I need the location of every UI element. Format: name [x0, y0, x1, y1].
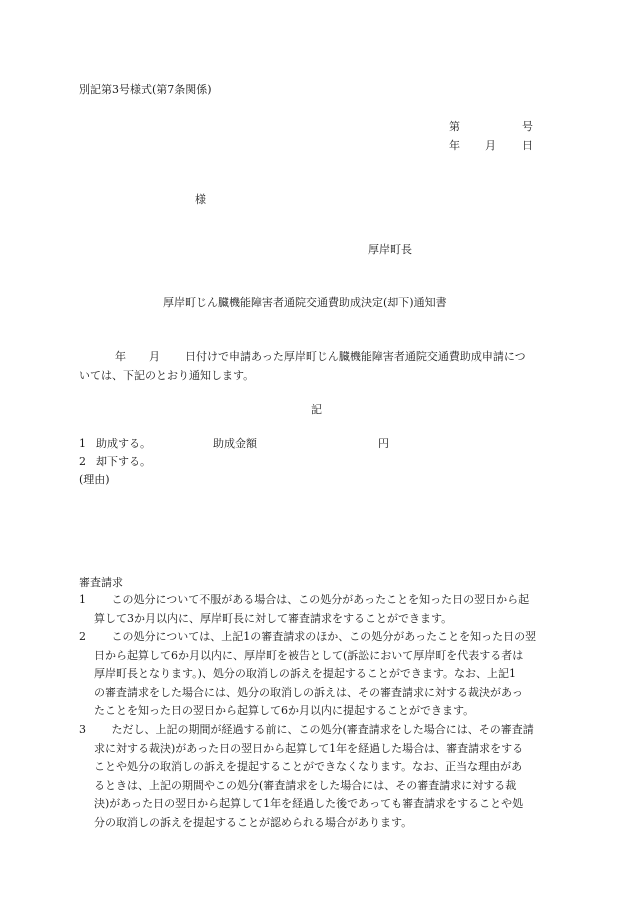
addressee-suffix: 様 [195, 193, 206, 206]
appeal-item-line: ことや処分の取消しの訴えを提起することができなくなります。なお、正当な理由があ [94, 760, 523, 774]
item1-text: 助成する。 [96, 437, 151, 450]
appeal-item-line: 求に対する裁決)があった日の翌日から起算して1年を経過した場合は、審査請求をする [94, 741, 524, 755]
date-month: 月 [485, 139, 496, 152]
appeal-item-number: 2 [79, 630, 86, 643]
intro-line-1: 日付けで申請あった厚岸町じん臓機能障害者通院交通費助成申請につ [185, 350, 526, 363]
item1-number: 1 [79, 437, 86, 450]
amount-unit: 円 [378, 437, 389, 450]
appeal-item-first-line: ただし、上記の期間が経過する前に、この処分(審査請求をした場合には、その審査請 [111, 723, 534, 736]
date-day: 日 [522, 139, 533, 152]
appeal-item-number: 1 [79, 593, 86, 606]
appeal-item-first-line: この処分について不服がある場合は、この処分があったことを知った日の翌日から起 [111, 593, 530, 606]
appeal-item-line: 分の取消しの訴えを提起することが認められる場合があります。 [94, 815, 413, 829]
appeal-heading: 審査請求 [79, 576, 123, 589]
appeal-item-line: 日から起算して6か月以内に、厚岸町を被告として(訴訟において厚岸町を代表する者は [94, 648, 524, 662]
item2-number: 2 [79, 455, 86, 468]
number-suffix: 号 [522, 120, 533, 133]
date-year: 年 [449, 139, 460, 152]
issuer: 厚岸町長 [368, 243, 412, 256]
item2-text: 却下する。 [96, 455, 151, 468]
appeal-item-3 [79, 721, 549, 833]
appeal-item-line: たことを知った日の翌日から起算して6か月以内に提起することができます。 [94, 704, 475, 718]
intro-line-2: いては、下記のとおり通知します。 [79, 369, 255, 382]
intro-year: 年 [115, 350, 126, 363]
appeal-item-number: 3 [79, 723, 86, 736]
appeal-item-line: 厚岸町長となります。)、処分の取消しの訴えを提起することができます。なお、上記1 [94, 667, 517, 681]
form-label: 別記第3号様式(第7条関係) [79, 83, 212, 96]
reason-label: (理由) [79, 473, 110, 486]
appeal-item-line: 算して3か月以内に、厚岸町長に対して審査請求をすることができます。 [94, 611, 453, 625]
number-prefix: 第 [449, 120, 460, 133]
intro-month: 月 [149, 350, 160, 363]
ki-heading: 記 [311, 403, 322, 416]
appeal-item-1 [79, 591, 549, 628]
document-title: 厚岸町じん臓機能障害者通院交通費助成決定(却下)通知書 [163, 296, 447, 309]
appeal-item-2 [79, 628, 549, 721]
appeal-item-line: の審査請求をした場合には、処分の取消しの訴えは、その審査請求に対する裁決があっ [94, 685, 523, 699]
appeal-item-line: るときは、上記の期間やこの処分(審査請求をした場合には、その審査請求に対する裁 [94, 778, 517, 792]
amount-label: 助成金額 [213, 437, 257, 450]
appeal-item-first-line: この処分については、上記1の審査請求のほか、この処分があったことを知った日の翌 [111, 630, 537, 643]
appeal-item-line: 決)があった日の翌日から起算して1年を経過した後であっても審査請求をすることや処 [94, 797, 524, 811]
